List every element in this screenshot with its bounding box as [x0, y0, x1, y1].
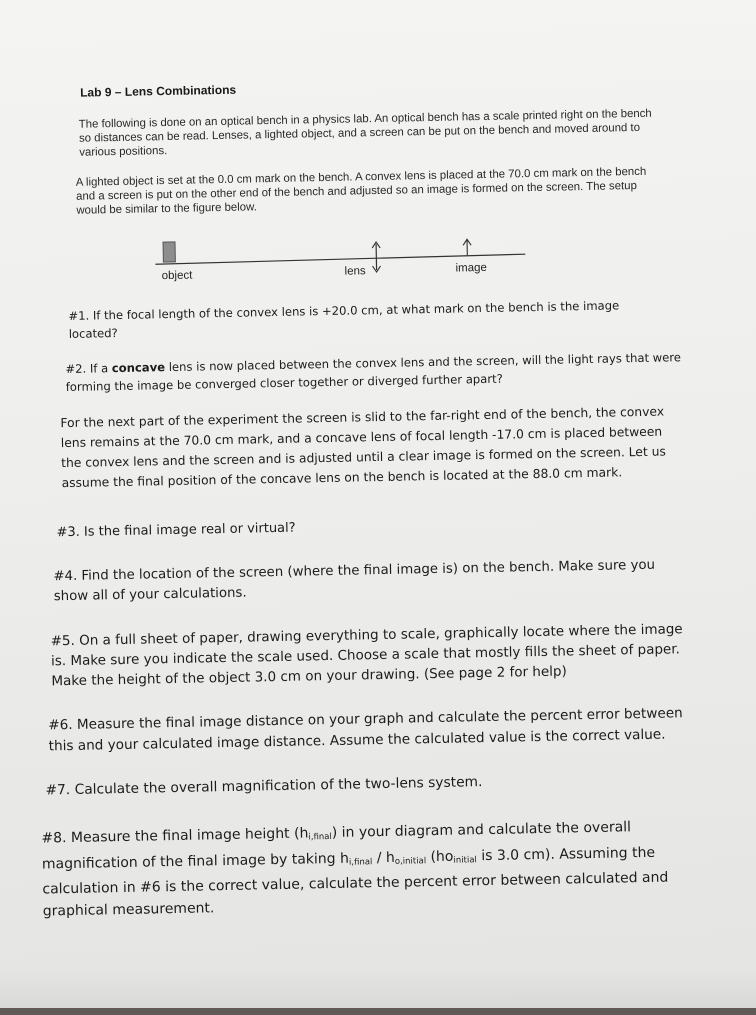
next-part-paragraph: For the next part of the experiment the screen is slid to the far-right end of the bench, the convex lens remains at the 70.0 cm mark, and a concave lens of focal length -17.0 cm is placed between the convex lens and the screen and is adjusted until a clear image is formed on the screen. Let us assume the final position of the concave lens on the bench is located at the 88.0 cm mark. [60, 401, 686, 493]
question-8-line-4: graphical measurement. [43, 889, 669, 923]
question-1: #1. If the focal length of the convex lens is +20.0 cm, at what mark on the bench is the image located? [68, 295, 669, 343]
setup-paragraph: A lighted object is set at the 0.0 cm mark on the bench. A convex lens is placed at the 70.0 cm mark on the bench and a screen is put on the other end of the bench and adjusted so an image is formed on the screen. The setup would be similar to the figure below. [76, 164, 667, 217]
question-7: #7. Calculate the overall magnification of the two-lens system. [45, 774, 482, 798]
question-2-end: lens is now placed between the convex lens and the screen, will the light rays that were forming the image be converged closer together or diverged further apart? [66, 350, 681, 394]
figure-object-label: object [162, 270, 193, 283]
question-8-line-2: magnification of the final image by taking $h_{i,final} / h_{o,initial}$ ($ho_{initial}$ is 3.0 cm). Assuming the [42, 842, 668, 880]
question-2-start: #2. If a [65, 361, 112, 376]
question-8-line-1: #8. Measure the final image height $(h_{i,final})$ in your diagram and calculate the overall [41, 817, 667, 855]
figure-image-label: image [455, 262, 487, 275]
question-8-line-3: calculation in #6 is the correct value, calculate the percent error between calculated and [42, 868, 668, 902]
question-8 [41, 817, 669, 923]
question-6: #6. Measure the final image distance on your graph and calculate the percent error between this and your calculated image distance. Assume the calculated value is the correct value. [48, 703, 709, 758]
question-5: #5. On a full sheet of paper, drawing everything to scale, graphically locate where the image is. Make sure you indicate the scale used. Choose a scale that mostly fills the sheet of paper. Make the height of the object 3.0 cm on your drawing. (See page 2 for help) [50, 619, 701, 691]
question-3: #3. Is the final image real or virtual? [56, 521, 295, 541]
figure-lens-label: lens [344, 265, 365, 277]
object-block [163, 242, 175, 262]
worksheet-title: Lab 9 – Lens Combinations [80, 83, 236, 100]
intro-paragraph: The following is done on an optical bench in a physics lab. An optical bench has a scale printed right on the bench so distances can be read. Lenses, a lighted object, and a screen can be put on the bench and moved around to various positions. [79, 107, 660, 160]
question-4: #4. Find the location of the screen (where the final image is) on the bench. Make sure you show all of your calculations. [53, 555, 674, 607]
question-2-bold-word: concave [112, 360, 165, 375]
